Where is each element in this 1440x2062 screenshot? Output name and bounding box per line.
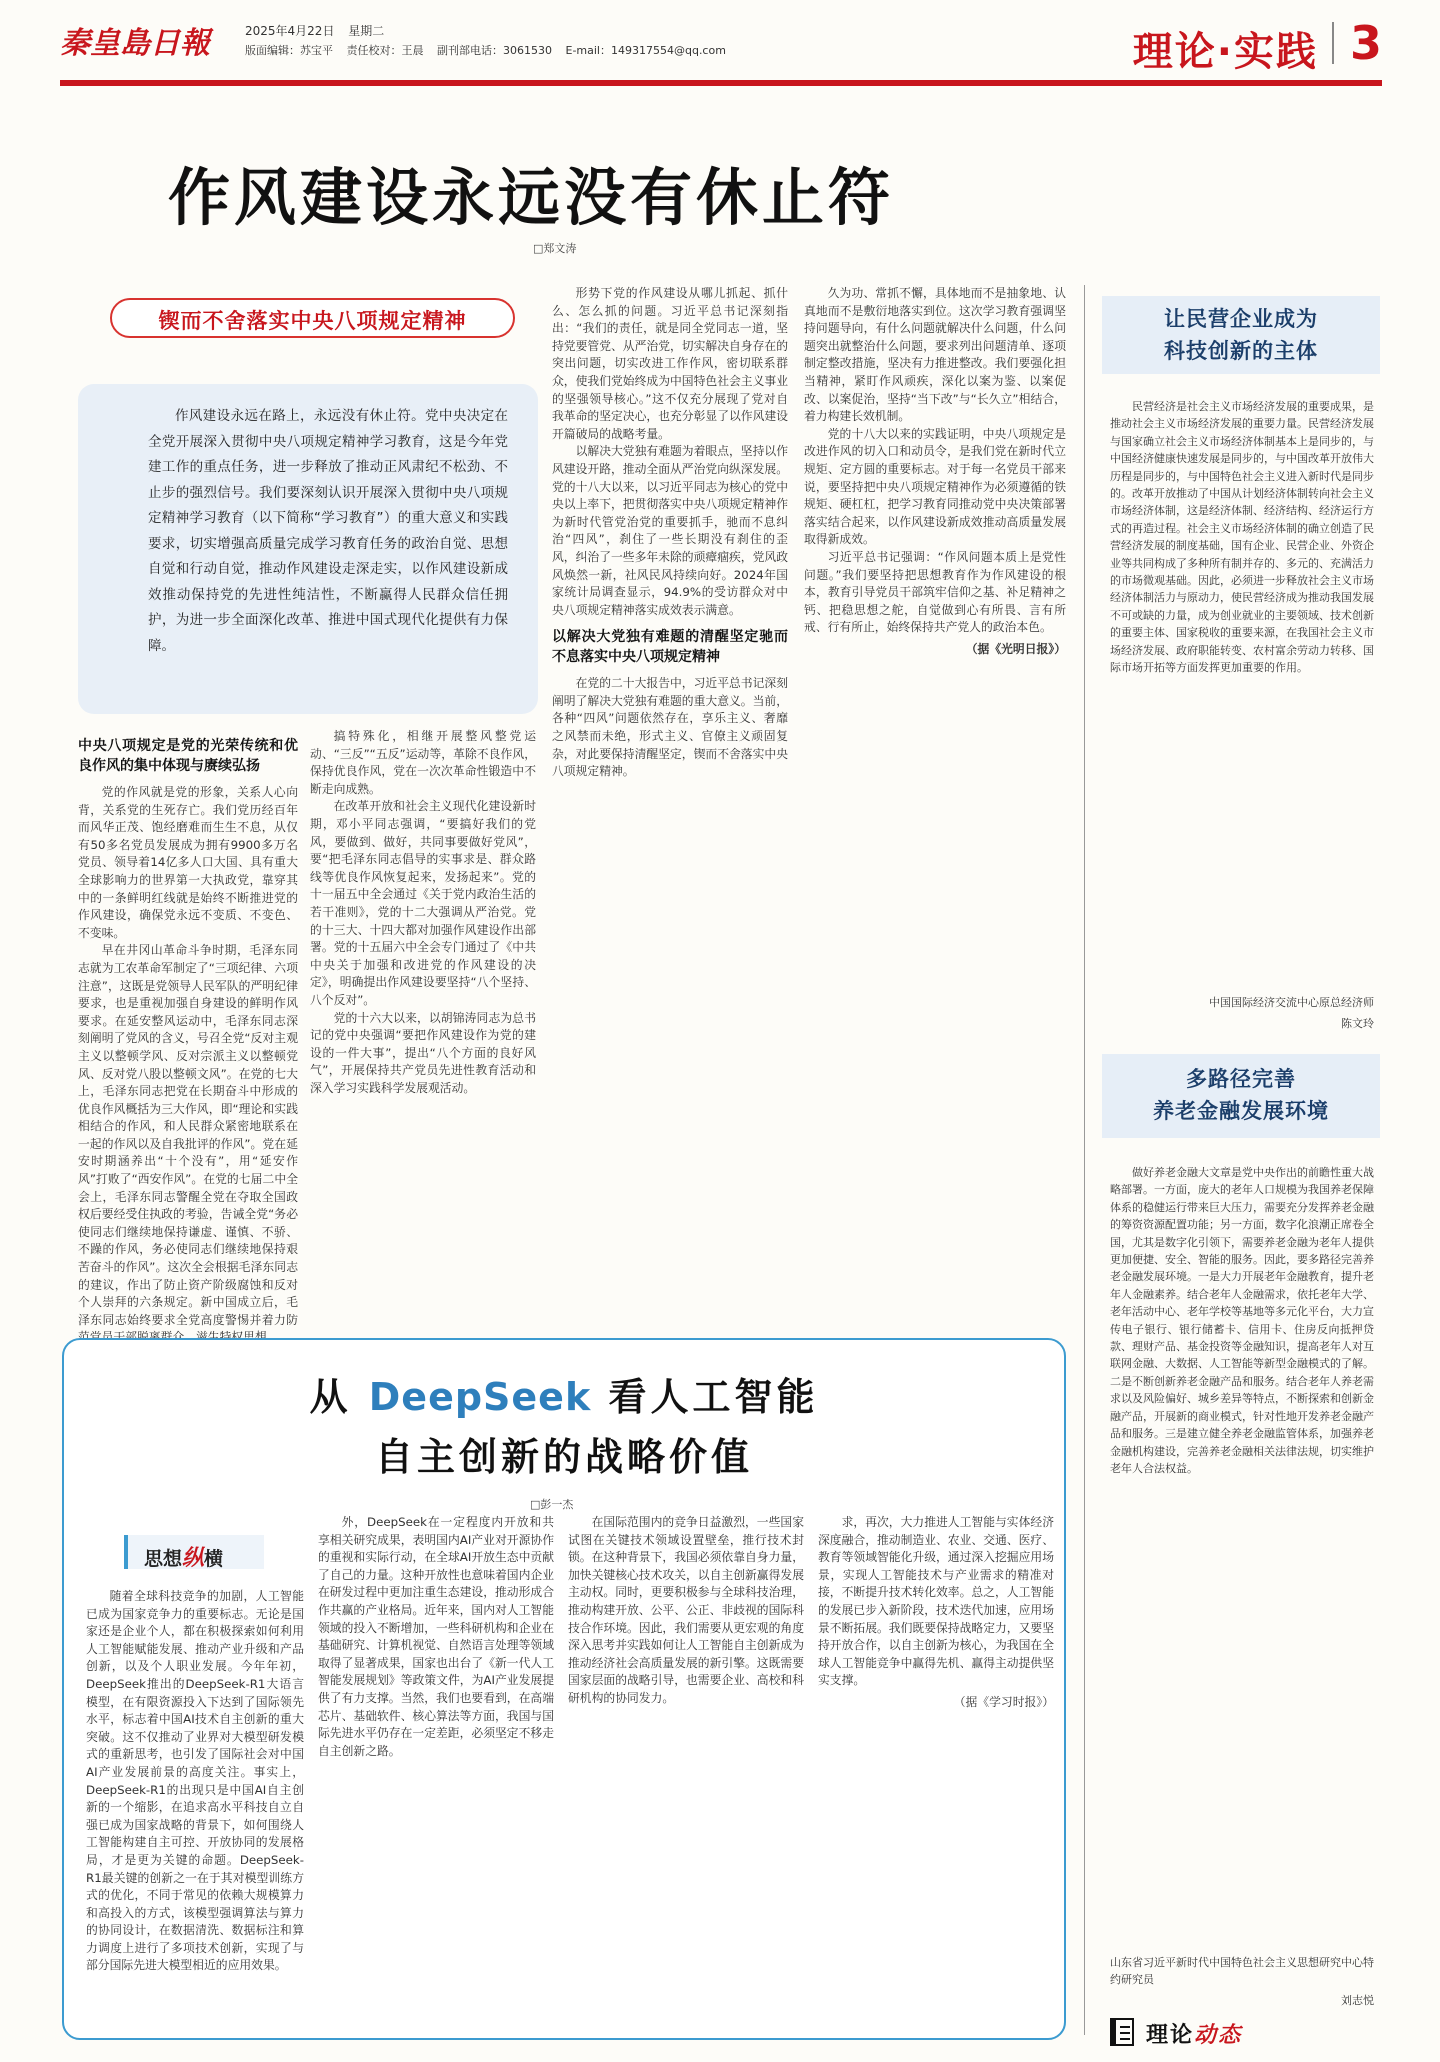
paragraph: 外，DeepSeek在一定程度内开放和共享相关研究成果，表明国内AI产业对开源协作的重视和实际行动，在全球AI开放生态中贡献了自己的力量。这种开放性也意味着国内企业在研发过程中更加注重生态建设，推动形成合作共赢的产业格局。近年来，国内对人工智能领域的投入不断增加，一些科研机构和企业在基础研究、计算机视觉、自然语言处理等领域取得了显著成果，国家也出台了《新一代人工智能发展规划》等政策文件，为AI产业发展提供了有力支撑。当然，我们也要看到，在高端芯片、基础软件、核心算法等方面，我国与国际先进水平仍存在一定差距，必须坚定不移走自主创新之路。: [318, 1515, 554, 1758]
ai-column-2: [318, 1514, 554, 2028]
tag-suffix: 横: [204, 1548, 224, 1570]
author2-org: 山东省习近平新时代中国特色社会主义思想研究中心特约研究员: [1110, 1956, 1374, 1986]
author1-name: 陈文玲: [1341, 1017, 1374, 1030]
paragraph: 在党的二十大报告中，习近平总书记深刻阐明了解决大党独有难题的重大意义。当前，各种“四风”问题依然存在，享乐主义、奢靡之风禁而未绝，形式主义、官僚主义顽固复杂，对此要保持清醒坚定，锲而不舍落实中央八项规定精神。: [552, 676, 788, 779]
book-icon: [1110, 2018, 1134, 2046]
page-number: 3: [1349, 16, 1382, 70]
banner1-line1: 让民营企业成为: [1164, 307, 1318, 331]
ai-byline: □彭一杰: [530, 1498, 574, 1511]
section-title: 理论·实践: [1132, 29, 1318, 75]
tag-accent: 纵: [182, 1545, 205, 1571]
lead-headline: 作风建设永远没有休止符: [168, 161, 895, 234]
issue-date: [245, 22, 394, 39]
divider: [1332, 22, 1334, 64]
ai-title-line1: [62, 1366, 1066, 1421]
paragraph: 党的十八大以来的实践证明，中央八项规定是改进作风的切入口和动员令，是我们党在新时代立规矩、定方圆的重要标志。对于每一名党员干部来说，要坚持把中央八项规定精神作为必须遵循的铁规矩、硬杠杠，把学习教育同推动党中央决策部署落实结合起来，以作风建设新成效推动高质量发展取得新成效。: [804, 426, 1066, 547]
section2-title: 以解决大党独有难题的清醒坚定驰而不息落实中央八项规定精神: [552, 629, 788, 666]
column-rule: [1084, 285, 1085, 2035]
paragraph: 搞特殊化，相继开展整风整党运动、“三反”“五反”运动等，革除不良作风，保持优良作风，党在一次次革命性锻造中不断走向成熟。: [310, 729, 536, 796]
logo-prefix: 理论: [1146, 2022, 1195, 2048]
lead-column-3: [552, 285, 788, 1323]
sub-banner-text: 锲而不舍落实中央八项规定精神: [158, 309, 467, 333]
footer-logo-text: [1146, 2018, 1242, 2049]
paragraph: 以解决大党独有难题为着眼点，坚持以作风建设开路，推动全面从严治党向纵深发展。党的十八大以来，以习近平同志为核心的党中央以上率下，把贯彻落实中央八项规定精神作为新时代管党治党的重要抓手，驰而不息纠治“四风”，刹住了一些长期没有刹住的歪风，纠治了一些多年未除的顽瘴痼疾，党风政风焕然一新，社风民风持续向好。2024年国家统计局调查显示，94.9%的受访群众对中央八项规定精神落实成效表示满意。: [552, 444, 788, 617]
lead-intro-box: [78, 384, 538, 714]
paragraph: 民营经济是社会主义市场经济发展的重要成果，是推动社会主义市场经济发展的重要力量。民营经济发展与国家确立社会主义市场经济体制基本上是同步的，与中国经济健康快速发展是同步的，与中国改革开放伟大历程是同步的，与中国特色社会主义进入新时代是同步的。改革开放推动了中国从计划经济体制转向社会主义市场经济体制，这是经济体制、经济结构、经济运行方式的再造过程。社会主义市场经济体制的确立创造了民营经济发展的制度基础，国有企业、民营企业、外资企业等共同构成了多种所有制并存的、多元的、充满活力的市场微观基础。因此，必须进一步释放社会主义市场经济体制活力与原动力，使民营经济成为推动我国发展不可或缺的力量，成为创业就业的主要领域、技术创新的重要主体、国家税收的重要来源，在我国社会主义市场经济发展、政府职能转变、农村富余劳动力转移、国际市场开拓等方面发挥更加重要的作用。: [1110, 400, 1374, 675]
paragraph: 形势下党的作风建设从哪儿抓起、抓什么、怎么抓的问题。习近平总书记深刻指出：“我们的责任，就是同全党同志一道，坚持党要管党、从严治党，切实解决自身存在的突出问题，切实改进工作作风，密切联系群众，使我们党始终成为中国特色社会主义事业的坚强领导核心。”这不仅充分展现了党对自我革命的坚定决心，也充分彰显了以作风建设开篇破局的战略考量。: [552, 286, 788, 441]
paragraph: 在国际范围内的竞争日益激烈，一些国家试图在关键技术领域设置壁垒，推行技术封锁。在这种背景下，我国必须依靠自身力量，加快关键核心技术攻关，以自主创新赢得发展主动权。同时，更要积极参与全球科技治理，推动构建开放、公平、公正、非歧视的国际科技合作环境。因此，我们需要从更宏观的角度深入思考并实践如何让人工智能自主创新成为推动经济社会高质量发展的新引擎。这既需要国家层面的战略引导，也需要企业、高校和科研机构的协同发力。: [568, 1515, 804, 1705]
lead-byline: □郑文涛: [533, 242, 577, 255]
paragraph: 随着全球科技竞争的加剧，人工智能已成为国家竞争力的重要标志。无论是国家还是企业个人，都在积极探索如何利用人工智能赋能发展、推动产业升级和产品创新，以及个人职业发展。今年年初，DeepSeek推出的DeepSeek-R1大语言模型，在有限资源投入下达到了国际领先水平，标志着中国AI技术自主创新的重大突破。这不仅推动了业界对大模型研发模式的重新思考，也引发了国际社会对中国AI产业发展前景的高度关注。事实上，DeepSeek-R1的出现只是中国AI自主创新的一个缩影，在追求高水平科技自立自强已成为国家战略的背景下，如何围绕人工智能构建自主可控、开放协同的发展格局，才是更为关键的命题。DeepSeek-R1最关键的创新之一在于其对模型训练方式的优化，不同于常见的依赖大规模算力和高投入的方式，该模型强调算法与算力的协同设计，在数据清洗、数据标注和算力调度上进行了多项技术创新，实现了与部分国际先进大模型相近的应用效果。: [86, 1589, 304, 1973]
lead-column-4: [804, 285, 1066, 1323]
paragraph: 求，再次，大力推进人工智能与实体经济深度融合，推动制造业、农业、交通、医疗、教育等领域智能化升级，通过深入挖掘应用场景，实现人工智能技术与产业需求的精准对接，不断提升技术转化效率。总之，人工智能的发展已步入新阶段，技术迭代加速，应用场景不断拓展。我们既要保持战略定力，又要坚持开放合作，以自主创新为核心，为我国在全球人工智能竞争中赢得先机、赢得主动提供坚实支撑。: [818, 1515, 1054, 1688]
proofreader: 责任校对：王晨: [346, 44, 424, 57]
paragraph: 做好养老金融大文章是党中央作出的前瞻性重大战略部署。一方面，庞大的老年人口规模为我国养老保障体系的稳健运行带来巨大压力，需要充分发挥养老金融的筹资资源配置功能；另一方面，数字化浪潮正席卷全国，尤其是数字化引领下，需要养老金融为老年人提供更加便捷、安全、智能的服务。因此，要多路径完善养老金融发展环境。一是大力开展老年金融教育，提升老年人金融素养。结合老年人金融需求，依托老年大学、老年活动中心、老年学校等基地等多元化平台，大力宣传电子银行、银行储蓄卡、信用卡、住房反向抵押贷款、理财产品、基金投资等金融知识，提高老年人对互联网金融、大数据、人工智能等新型金融模式的了解。二是不断创新养老金融产品和服务。结合老年人养老需求以及风险偏好、城乡差异等特点，不断探索和创新金融产品，开展新的商业模式，针对性地开发养老金融产品和服务。三是建立健全养老金融监管体系，加强养老金融机构建设，完善养老金融相关法律法规，切实维护老年人合法权益。: [1110, 1166, 1374, 1475]
editor: 版面编辑：苏宝平: [245, 44, 333, 57]
masthead-rule: [60, 80, 1382, 86]
sidebar-article-2: [1110, 1164, 1374, 1944]
tag-text: [144, 1541, 223, 1572]
date: 2025年4月22日: [245, 24, 335, 38]
ai-column-3: [568, 1514, 804, 2028]
lead-sub-banner: [110, 298, 515, 338]
lead-intro: 作风建设永远在路上，永远没有休止符。党中央决定在全党开展深入贯彻中央八项规定精神学习教育，这是今年党建工作的重点任务，进一步释放了推动正风肃纪不松劲、不止步的强烈信号。我们要深刻认识开展深入贯彻中央八项规定精神学习教育（以下简称“学习教育”）的重大意义和实践要求，切实增强高质量完成学习教育任务的政治自觉、思想自觉和行动自觉，推动作风建设走深走实，以作风建设新成效推动保持党的先进性纯洁性，不断赢得人民群众信任拥护，为进一步全面深化改革、推进中国式现代化提供有力保障。: [148, 408, 508, 654]
title-suffix: 看人工智能: [608, 1374, 819, 1419]
staff-credits: [245, 42, 736, 58]
paragraph: 早在井冈山革命斗争时期，毛泽东同志就为工农革命军制定了“三项纪律、六项注意”，这既是党领导人民军队的严明纪律要求，也是重视加强自身建设的鲜明作风要求。在延安整风运动中，毛泽东同志深刻阐明了党风的含义，号召全党“反对主观主义以整顿学风、反对宗派主义以整顿党风、反对党八股以整顿文风”。在党的七大上，毛泽东同志把党在长期奋斗中形成的优良作风概括为三大作风，即“理论和实践相结合的作风，和人民群众紧密地联系在一起的作风以及自我批评的作风”。党在延安时期涵养出“十个没有”，用“延安作风”打败了“西安作风”。在党的七届二中全会上，毛泽东同志警醒全党在夺取全国政权后要经受住执政的考验，告诫全党“务必使同志们继续地保持谦虚、谨慎、不骄、不躁的作风，务必使同志们继续地保持艰苦奋斗的作风”。这次全会根据毛泽东同志的建议，作出了防止资产阶级腐蚀和反对个人崇拜的六条规定。新中国成立后，毛泽东同志始终要求全党高度警惕并着力防: [78, 943, 298, 1327]
ai-column-1: [86, 1588, 304, 2028]
deepseek-brand: DeepSeek: [368, 1375, 592, 1419]
hotline: 副刊部电话：3061530: [437, 44, 552, 57]
banner2-line2: 养老金融发展环境: [1153, 1099, 1329, 1123]
author2-name: 刘志悦: [1341, 1994, 1374, 2007]
paragraph: 党的作风就是党的形象，关系人心向背，关系党的生死存亡。我们党历经百年而风华正茂、饱经磨难而生生不息，从仅有50多名党员发展成为拥有9900多万名党员、领导着14亿多人口大国、具有重大全球影响力的世界第一大执政党，靠穿其中的一条鲜明红线就是始终不断推进党的作风建设，确保党永远不变质、不变色、不变味。: [78, 785, 298, 940]
title-prefix: 从: [309, 1374, 352, 1419]
masthead: [60, 16, 1382, 75]
banner1-line2: 科技创新的主体: [1164, 339, 1318, 363]
newspaper-logo: 秦皇島日報: [60, 26, 210, 61]
banner2-line1: 多路径完善: [1186, 1067, 1296, 1091]
logo-accent: 动态: [1194, 2022, 1243, 2048]
sidebar-banner-1: [1102, 296, 1380, 374]
email: E-mail：149317554@qq.com: [565, 44, 726, 57]
sidebar-author-2: [1110, 1950, 1374, 2007]
weekday: 星期二: [348, 24, 385, 38]
author1-org: 中国国际经济交流中心原总经济师: [1209, 996, 1374, 1009]
tag-prefix: 思想: [144, 1548, 183, 1570]
paragraph: 在改革开放和社会主义现代化建设新时期，邓小平同志强调，“要搞好我们的党风，要做到、做好，共同事要做好党风”，要“把毛泽东同志倡导的实事求是、群众路线等优良作风恢复起来，发扬起来”。党的十一届五中全会通过《关于党内政治生活的若干准则》，党的十二大强调从严治党。党的十三大、十四大都对加强作风建设作出部署。党的十五届六中全会专门通过了《中共中央关于加强和改进党的作风建设的决定》，明确提出作风建设要坚持“八个坚持、八个反对”。: [310, 799, 536, 1007]
ai-source: （据《学习时报》）: [953, 1694, 1054, 1709]
section1-title: 中央八项规定是党的光荣传统和优良作风的集中体现与赓续弘扬: [78, 738, 298, 774]
sidebar-banner-2: [1102, 1054, 1380, 1138]
paragraph: 党的十六大以来，以胡锦涛同志为总书记的党中央强调“要把作风建设作为党的建设的一件大事”，提出“八个方面的良好风气”，开展保持共产党员先进性教育活动和深入学习实践科学发展观活动。: [310, 1010, 536, 1095]
lead-column-2: [310, 728, 536, 1323]
sidebar-author-1: [1110, 990, 1374, 1030]
paragraph: 习近平总书记强调：“作风问题本质上是党性问题。”我们要坚持把思想教育作为作风建设的根本，教育引导党员干部筑牢信仰之基、补足精神之钙、把稳思想之舵，自觉做到心有所畏、言有所戒、行有所止，始终保持共产党人的政治本色。: [804, 549, 1066, 635]
sidebar-article-1: [1110, 398, 1374, 980]
column-tag: [124, 1535, 264, 1569]
lead-source: （据《光明日报》）: [965, 641, 1066, 656]
paragraph: 久为功、常抓不懈，具体地而不是抽象地、认真地而不是敷衍地落实到位。这次学习教育强调坚持问题导向，有什么问题就解决什么问题，什么问题突出就整治什么问题，要求列出问题清单、逐项制定整改措施，坚决有力推进整改。我们要强化担当精神，紧盯作风顽疾，深化以案为鉴、以案促改、以案促治，坚持“当下改”与“长久立”相结合，着力构建长效机制。: [804, 286, 1066, 424]
lead-column-1: [78, 728, 298, 1327]
ai-title-line2: 自主创新的战略价值: [374, 1434, 753, 1479]
theory-news-logo: [1110, 2016, 1380, 2050]
ai-column-4: [818, 1514, 1054, 2028]
